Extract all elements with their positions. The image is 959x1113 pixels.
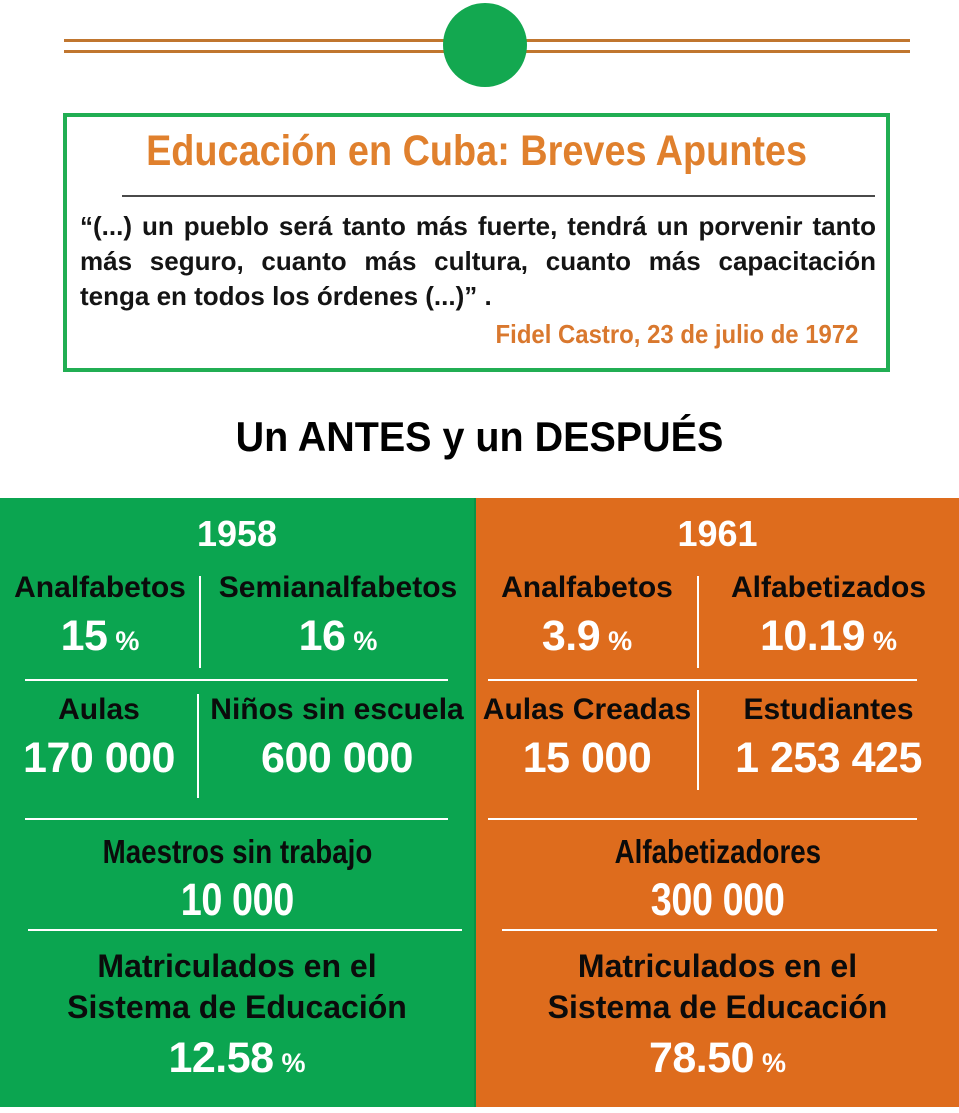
stat-cell-maestros-sin-trabajo-1958 [0, 832, 474, 924]
stat-label: Aulas Creadas [482, 693, 692, 726]
column-divider [199, 576, 201, 668]
section-heading-wrap [0, 413, 959, 461]
percent-unit: % [281, 1048, 306, 1078]
stat-value: 10 000 [180, 874, 294, 925]
stat-value: 1 253 425 [735, 734, 922, 782]
page-title: Educación en Cuba: Breves Apuntes [146, 127, 807, 175]
quote-attribution: Fidel Castro, 23 de julio de 1972 [495, 319, 858, 349]
panel-1961 [476, 498, 959, 1107]
column-divider [197, 694, 199, 798]
percent-unit: % [873, 626, 898, 656]
stat-value: 78.50 % [648, 1034, 787, 1082]
row-divider [28, 929, 462, 931]
stat-value: 16 % [298, 612, 378, 660]
stat-cell-aulas-creadas-1961 [476, 692, 698, 782]
column-divider [697, 690, 699, 790]
row-divider [488, 679, 917, 681]
row-divider [488, 818, 917, 820]
stat-cell-alfabetizados-1961 [698, 570, 959, 665]
quote-box [63, 113, 890, 372]
stat-value: 3.9 % [541, 612, 633, 660]
stat-label: Alfabetizadores [614, 833, 821, 870]
stat-label: Maestros sin trabajo [102, 833, 372, 870]
stat-value: 15 % [60, 612, 140, 660]
stat-label: Niños sin escuela [210, 693, 464, 726]
green-circle-ornament [443, 3, 527, 87]
year-label-1958: 1958 [196, 513, 278, 554]
section-heading: Un ANTES y un DESPUÉS [235, 413, 724, 460]
percent-unit: % [608, 626, 633, 656]
page-title-wrap [67, 127, 886, 176]
title-separator-line [122, 195, 875, 197]
stat-cell-analfabetos-1961 [476, 570, 698, 665]
percent-unit: % [353, 626, 378, 656]
stat-label: Analfabetos [501, 571, 673, 604]
stat-cell-aulas-1958 [0, 692, 198, 782]
stat-label: Aulas [58, 693, 140, 726]
row-divider [502, 929, 937, 931]
stat-label: Alfabetizados [730, 571, 927, 604]
panel-1958 [0, 498, 476, 1107]
stat-cell-matriculados-1961 [476, 946, 959, 1087]
stat-cell-semianalfabetos-1958 [200, 570, 476, 665]
quote-text: “(...) un pueblo será tanto más fuerte, tendrá un porvenir tanto más seguro, cuanto más cultura, cuanto más capacitación tenga en todos los órdenes (...)” . [80, 211, 876, 311]
stat-cell-estudiantes-1961 [698, 692, 959, 782]
stat-cell-matriculados-1958 [0, 946, 474, 1087]
stat-label: Estudiantes [743, 693, 914, 726]
stat-value: 600 000 [261, 734, 413, 782]
row-divider [25, 818, 448, 820]
row-divider [25, 679, 448, 681]
stat-cell-analfabetos-1958 [0, 570, 200, 665]
stat-value: 170 000 [23, 734, 175, 782]
year-label-1961: 1961 [677, 513, 758, 554]
stat-value: 12.58 % [168, 1034, 306, 1082]
stat-label: Matriculados en el Sistema de Educación [67, 948, 407, 1025]
column-divider [697, 576, 699, 668]
stat-label: Matriculados en el Sistema de Educación [547, 948, 888, 1025]
stat-value: 300 000 [650, 874, 785, 925]
quote-attribution-wrap [464, 319, 858, 350]
stat-label: Analfabetos [14, 571, 186, 604]
stat-label: Semianalfabetos [218, 571, 458, 604]
percent-unit: % [115, 626, 140, 656]
percent-unit: % [762, 1048, 787, 1078]
stat-value: 15 000 [522, 734, 652, 782]
stat-cell-alfabetizadores-1961 [476, 832, 959, 924]
stat-cell-ninos-sin-escuela-1958 [198, 692, 476, 782]
stat-value: 10.19 % [759, 612, 898, 660]
